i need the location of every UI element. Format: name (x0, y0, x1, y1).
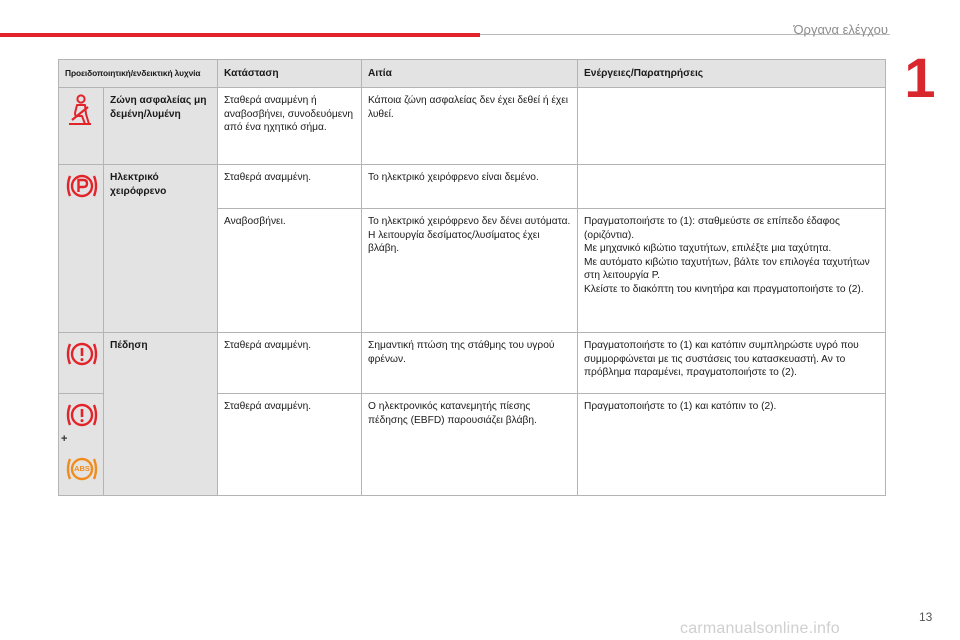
watermark: carmanualsonline.info (680, 620, 840, 637)
abs-warning-icon (65, 454, 99, 484)
ebfd-state: Σταθερά αναμμένη. (218, 394, 362, 496)
warning-lamps-table (58, 59, 886, 496)
table-row (59, 165, 886, 209)
brake-abs-icon-cell (59, 394, 104, 496)
seatbelt-icon-cell (59, 88, 104, 165)
seatbelt-cause: Κάποια ζώνη ασφαλείας δεν έχει δεθεί ή έχει λυθεί. (362, 88, 578, 165)
seatbelt-name: Ζώνη ασφαλείας μη δεμένη/λυμένη (104, 88, 218, 165)
parking-brake-state: Σταθερά αναμμένη. (218, 165, 362, 209)
action-line: Κλείστε το διακόπτη του κινητήρα και πραγματοποιήστε το (2). (584, 283, 864, 295)
action-line: Με αυτόματο κιβώτιο ταχυτήτων, βάλτε τον επιλογέα ταχυτήτων στη λειτουργία P. (584, 256, 870, 281)
parking-brake-name: Ηλεκτρικό χειρόφρενο (104, 165, 218, 333)
header-action: Ενέργειες/Παρατηρήσεις (578, 60, 886, 88)
brake-warning-icon (65, 400, 99, 435)
ebfd-cause: Ο ηλεκτρονικός κατανεμητής πίεσης πέδησης (EBFD) παρουσιάζει βλάβη. (362, 394, 578, 496)
parking-brake-cause: Το ηλεκτρικό χειρόφρενο είναι δεμένο. (362, 165, 578, 209)
parking-brake-action (578, 165, 886, 209)
header-lamp: Προειδοποιητική/ενδεικτική λυχνία (59, 60, 218, 88)
seatbelt-action (578, 88, 886, 165)
page-number: 13 (919, 610, 933, 624)
header-state: Κατάσταση (218, 60, 362, 88)
brake-state: Σταθερά αναμμένη. (218, 333, 362, 394)
abs-label: ABS (74, 464, 90, 473)
table-row (59, 88, 886, 165)
parking-brake-icon-cell (59, 165, 104, 333)
seatbelt-warning-icon (65, 94, 95, 133)
action-line: Με μηχανικό κιβώτιο ταχυτήτων, επιλέξτε μια ταχύτητα. (584, 243, 832, 254)
plus-sign: + (61, 433, 68, 445)
brake-warning-icon (65, 339, 99, 374)
parking-brake-fault-state: Αναβοσβήνει. (218, 209, 362, 333)
table-header-row (59, 60, 886, 88)
seatbelt-state: Σταθερά αναμμένη ή αναβοσβήνει, συνοδευόμενη από ένα ηχητικό σήμα. (218, 88, 362, 165)
action-line: Πραγματοποιήστε το (1): σταθμεύστε σε επίπεδο έδαφος (οριζόντια). (584, 216, 840, 241)
header-red-bar (0, 33, 480, 37)
parking-brake-fault-action (578, 209, 886, 333)
table-row (59, 333, 886, 394)
brake-cause: Σημαντική πτώση της στάθμης του υγρού φρένων. (362, 333, 578, 394)
ebfd-action: Πραγματοποιήστε το (1) και κατόπιν το (2). (578, 394, 886, 496)
brake-icon-cell (59, 333, 104, 394)
parking-brake-icon (65, 171, 99, 206)
brake-action: Πραγματοποιήστε το (1) και κατόπιν συμπληρώστε υγρό που συμμορφώνεται με τις συστάσεις του κατασκευαστή. Αν το πρόβλημα παραμένει, πραγματοποιήστε το (2). (578, 333, 886, 394)
header-cause: Αιτία (362, 60, 578, 88)
section-title: Όργανα ελέγχου (793, 22, 888, 37)
chapter-number: 1 (904, 46, 936, 109)
brake-name: Πέδηση (104, 333, 218, 496)
parking-brake-fault-cause: Το ηλεκτρικό χειρόφρενο δεν δένει αυτόματα. Η λειτουργία δεσίματος/λυσίματος έχει βλάβη. (362, 209, 578, 333)
